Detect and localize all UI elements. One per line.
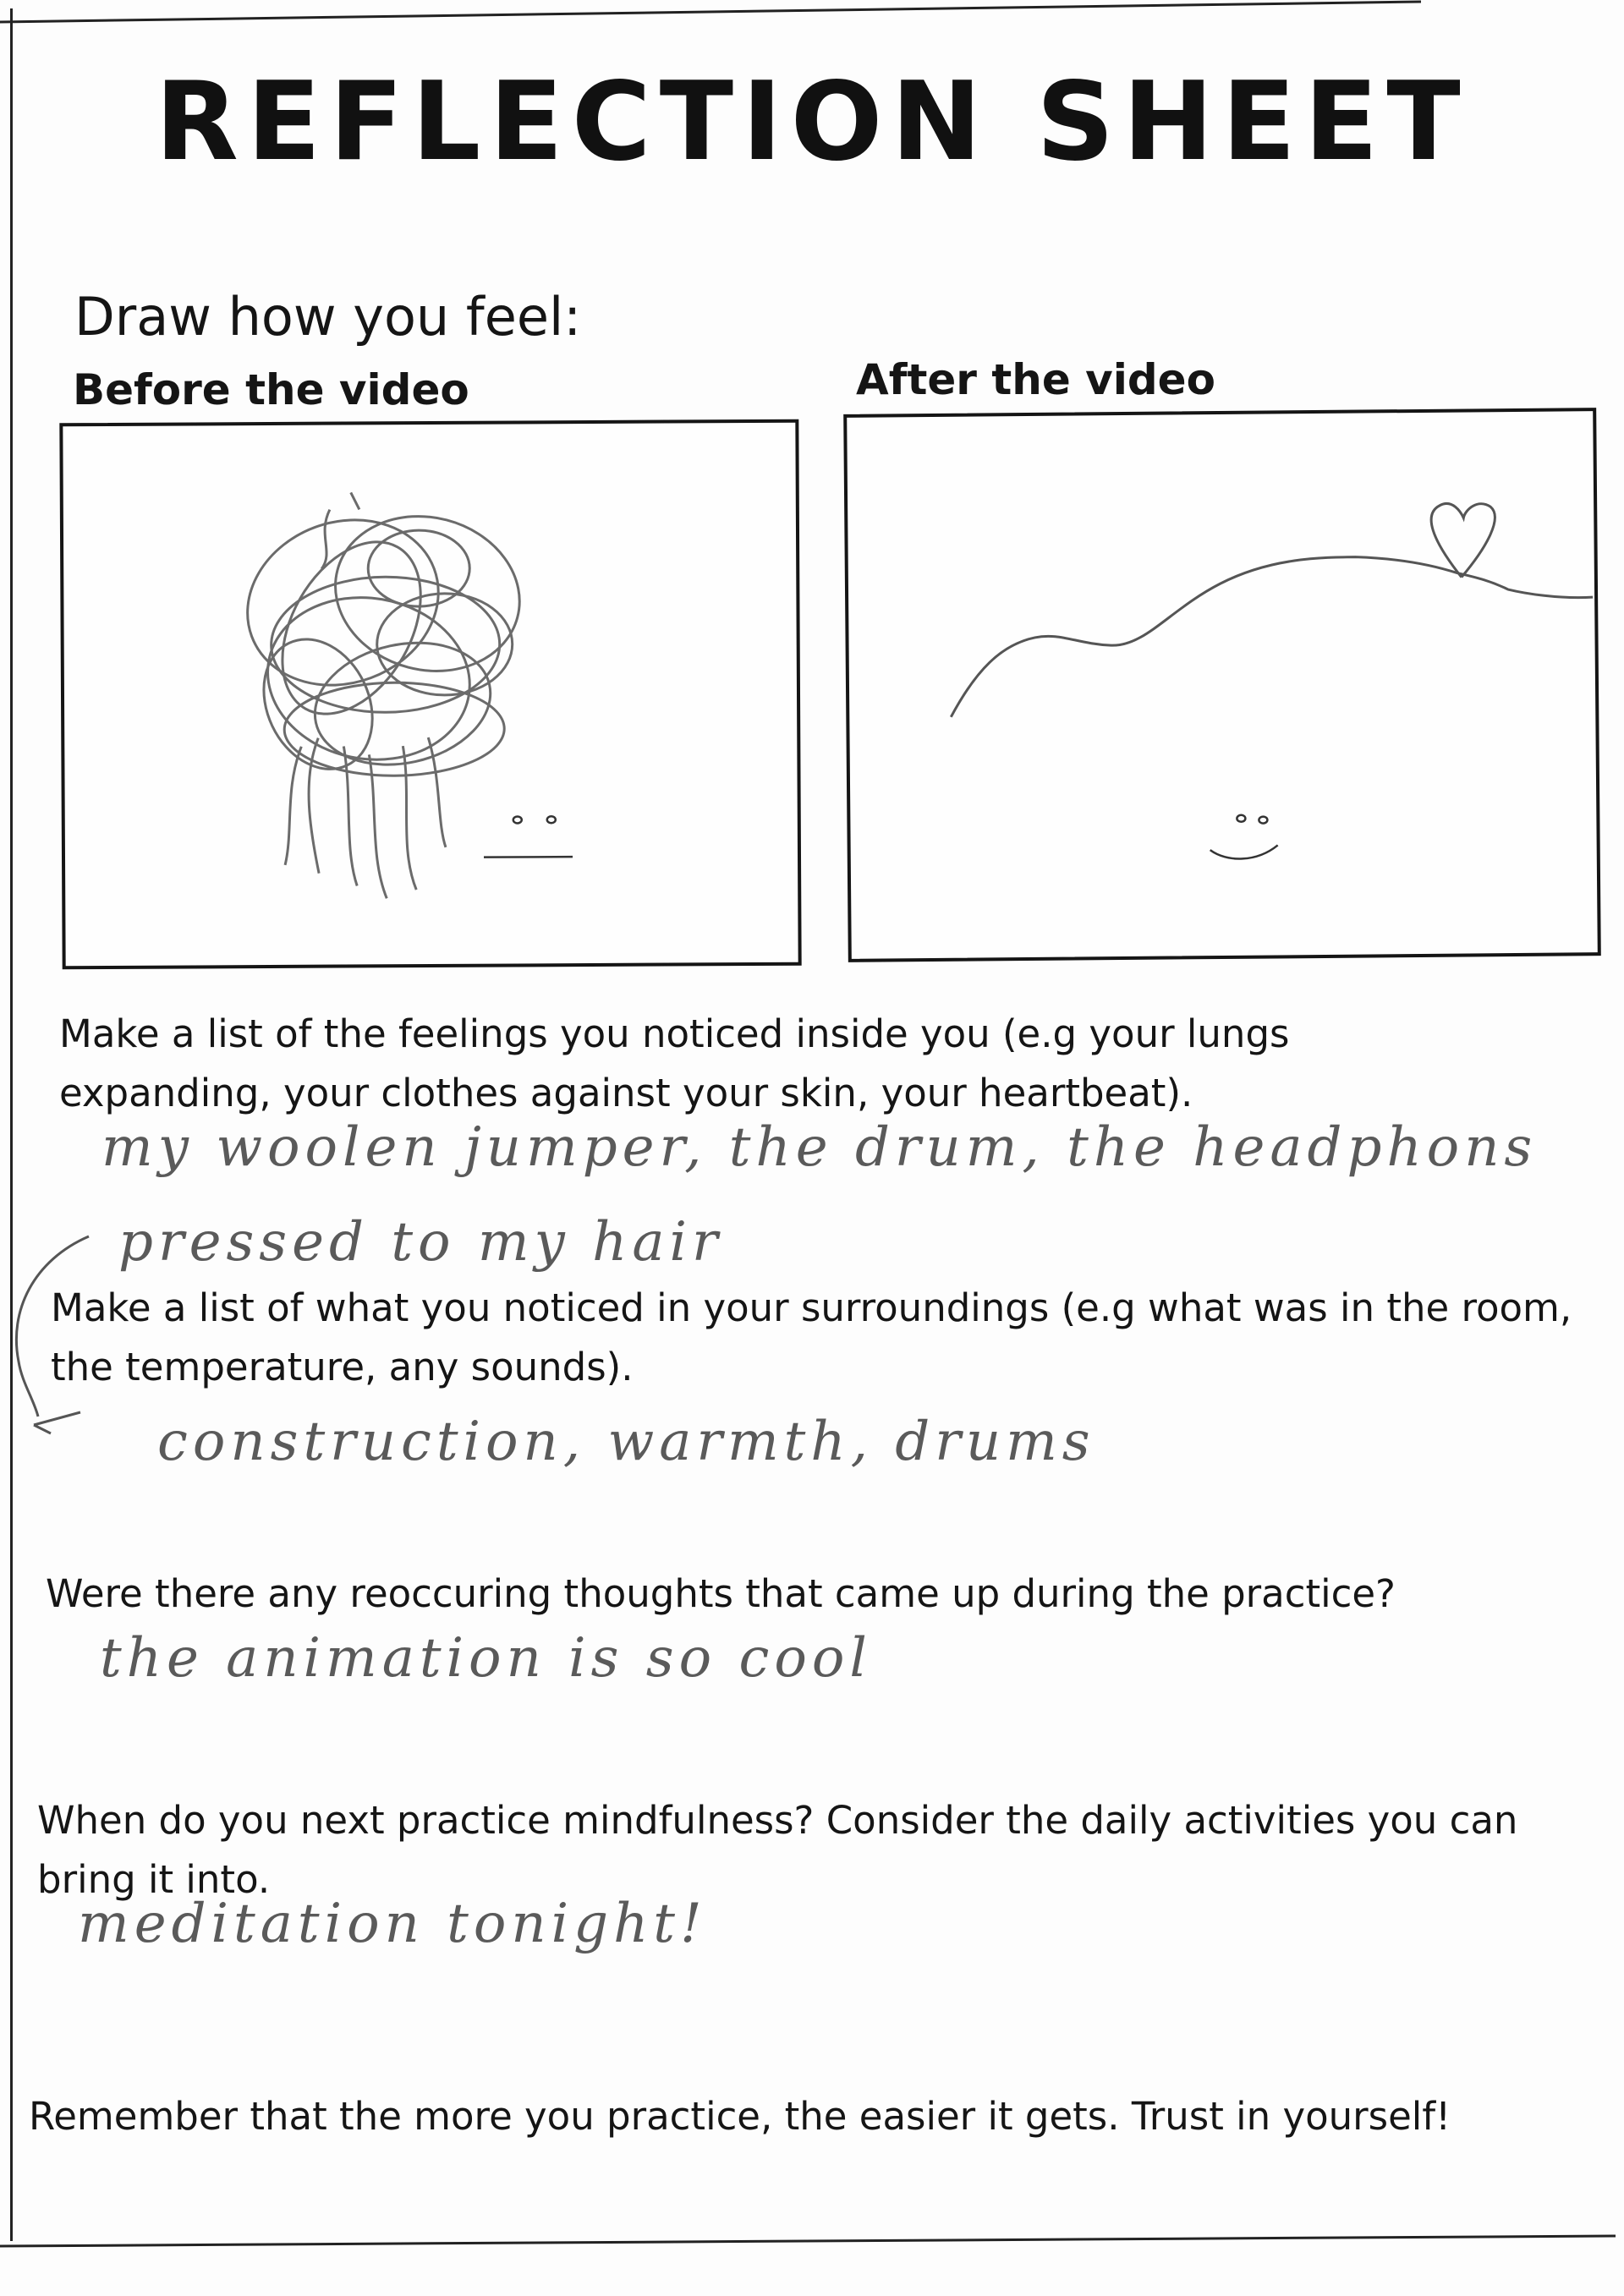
page-border-top bbox=[0, 0, 1421, 25]
neutral-face-icon bbox=[484, 816, 573, 858]
heart-icon bbox=[1431, 503, 1495, 578]
scribble-drawing bbox=[63, 423, 798, 967]
wave-line bbox=[950, 555, 1594, 717]
answer-surroundings: construction, warmth, drums bbox=[157, 1411, 1095, 1473]
answer-reoccuring-thoughts: the animation is so cool bbox=[100, 1627, 872, 1690]
smiley-face-icon bbox=[1210, 814, 1277, 858]
answer-body-feelings-line1: my woolen jumper, the drum, the headphons bbox=[102, 1116, 1538, 1179]
question-body-feelings: Make a list of the feelings you noticed inside you (e.g your lungs expanding, your clothes against your skin, your heartbeat). bbox=[59, 1011, 1290, 1115]
after-drawing-box bbox=[843, 408, 1601, 962]
before-video-label: Before the video bbox=[73, 365, 469, 414]
draw-heading: Draw how you feel: bbox=[74, 286, 582, 348]
before-drawing-box bbox=[59, 419, 801, 970]
question-surroundings: Make a list of what you noticed in your surroundings (e.g what was in the room, the temperature, any sounds). bbox=[51, 1285, 1572, 1389]
question-reoccuring-thoughts: Were there any reoccuring thoughts that came up during the practice? bbox=[46, 1571, 1396, 1616]
after-video-label: After the video bbox=[856, 355, 1215, 404]
page-border-left bbox=[10, 8, 13, 2241]
wave-heart-drawing bbox=[847, 411, 1598, 959]
answer-body-feelings-line2: pressed to my hair bbox=[118, 1211, 723, 1274]
answer-next-practice: meditation tonight! bbox=[78, 1893, 707, 1955]
page-border-bottom bbox=[0, 2233, 1624, 2249]
page-title: REFLECTION SHEET bbox=[155, 59, 1469, 185]
question-next-practice: When do you next practice mindfulness? Consider the daily activities you can bring it into. bbox=[37, 1798, 1518, 1902]
closing-encouragement: Remember that the more you practice, the easier it gets. Trust in yourself! bbox=[29, 2094, 1451, 2139]
